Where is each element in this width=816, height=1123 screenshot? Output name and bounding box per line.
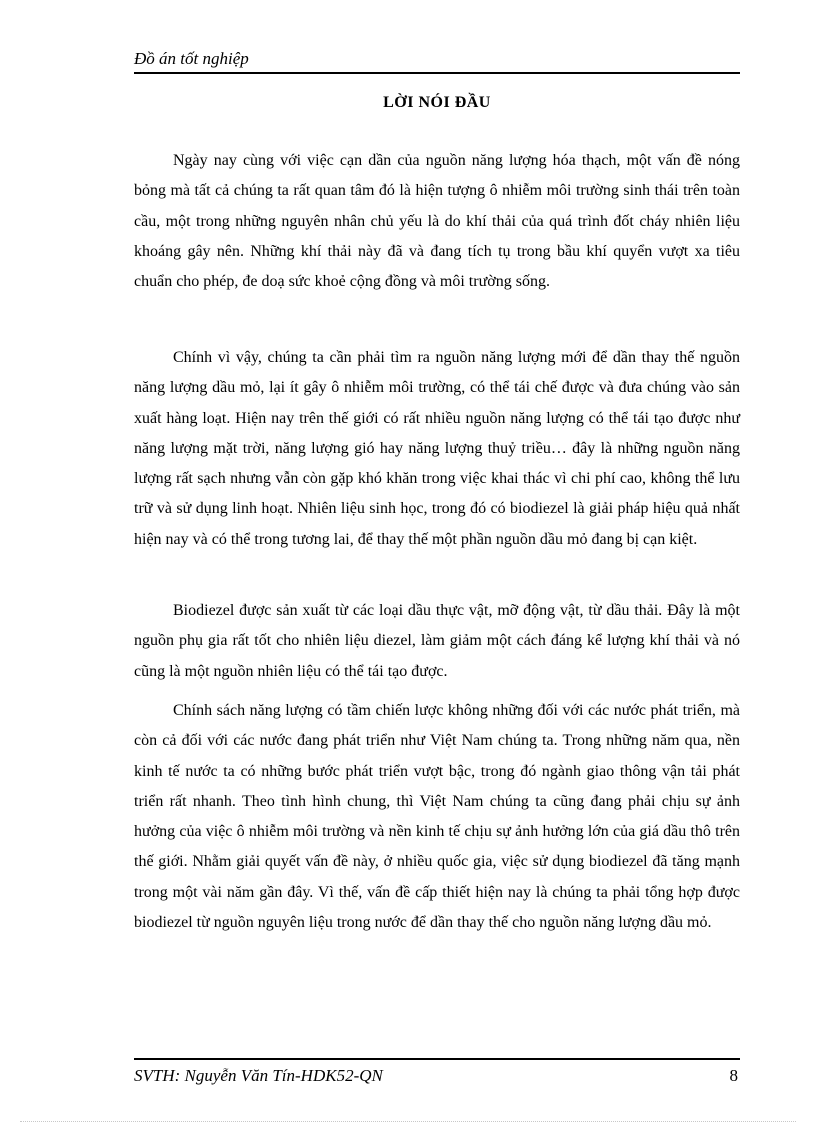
paragraph-3: Biodiezel được sản xuất từ các loại dầu thực vật, mỡ động vật, từ dầu thải. Đây là một nguồn phụ gia rất tốt cho nhiên liệu diezel, làm giảm một cách đáng kể lượng khí thải và nó cũng là một nguồn nhiên liệu có thể tái tạo được. <box>134 602 740 680</box>
header-title: Đồ án tốt nghiệp <box>134 49 249 68</box>
section-title: LỜI NÓI ĐẦU <box>383 94 491 111</box>
footer-author: SVTH: Nguyễn Văn Tín-HDK52-QN <box>134 1066 383 1085</box>
paragraph-1: Ngày nay cùng với việc cạn dần của nguồn năng lượng hóa thạch, một vấn đề nóng bỏng mà tất cả chúng ta rất quan tâm đó là hiện tượng ô nhiễm môi trường sinh thái trên toàn cầu, một trong những nguyên nhân chủ yếu là do khí thải của quá trình đốt cháy nhiên liệu khoáng gây nên. Những khí thải này đã và đang tích tụ trong bầu khí quyển vượt xa tiêu chuẩn cho phép, đe doạ sức khoẻ cộng đồng và môi trường sống. <box>134 152 740 291</box>
page-header <box>134 44 740 74</box>
page-edge-divider <box>20 1121 796 1122</box>
paragraph-4: Chính sách năng lượng có tầm chiến lược không những đối với các nước phát triển, mà còn cả đối với các nước đang phát triển như Việt Nam chúng ta. Trong những năm qua, nền kinh tế nước ta có những bước phát triển vượt bậc, trong đó ngành giao thông vận tải phát triển rất nhanh. Theo tình hình chung, thì Việt Nam chúng ta cũng đang phải chịu sự ảnh hưởng của việc ô nhiễm môi trường và nền kinh tế chịu sự ảnh hưởng lớn của giá dầu thô trên thế giới. Nhằm giải quyết vấn đề này, ở nhiều quốc gia, việc sử dụng biodiezel đã tăng mạnh trong một vài năm gần đây. Vì thế, vấn đề cấp thiết hiện nay là chúng ta phải tổng hợp được biodiezel từ nguồn nguyên liệu trong nước để dần thay thế cho nguồn năng lượng dầu mỏ. <box>134 702 740 932</box>
paragraph-2: Chính vì vậy, chúng ta cần phải tìm ra nguồn năng lượng mới để dần thay thế nguồn năng lượng dầu mỏ, lại ít gây ô nhiễm môi trường, có thể tái chế được và đưa chúng vào sản xuất hàng loạt. Hiện nay trên thế giới có rất nhiều nguồn năng lượng có thể tái tạo được như năng lượng mặt trời, năng lượng gió hay năng lượng thuỷ triều… đây là những nguồn năng lượng rất sạch nhưng vẫn còn gặp khó khăn trong việc khai thác vì chi phí cao, không thể lưu trữ và sử dụng linh hoạt. Nhiên liệu sinh học, trong đó có biodiezel là giải pháp hiệu quả nhất hiện nay và có thể trong tương lai, để thay thế một phần nguồn dầu mỏ đang bị cạn kiệt. <box>134 349 740 548</box>
page-footer <box>134 1058 740 1092</box>
page-number: 8 <box>729 1066 738 1085</box>
